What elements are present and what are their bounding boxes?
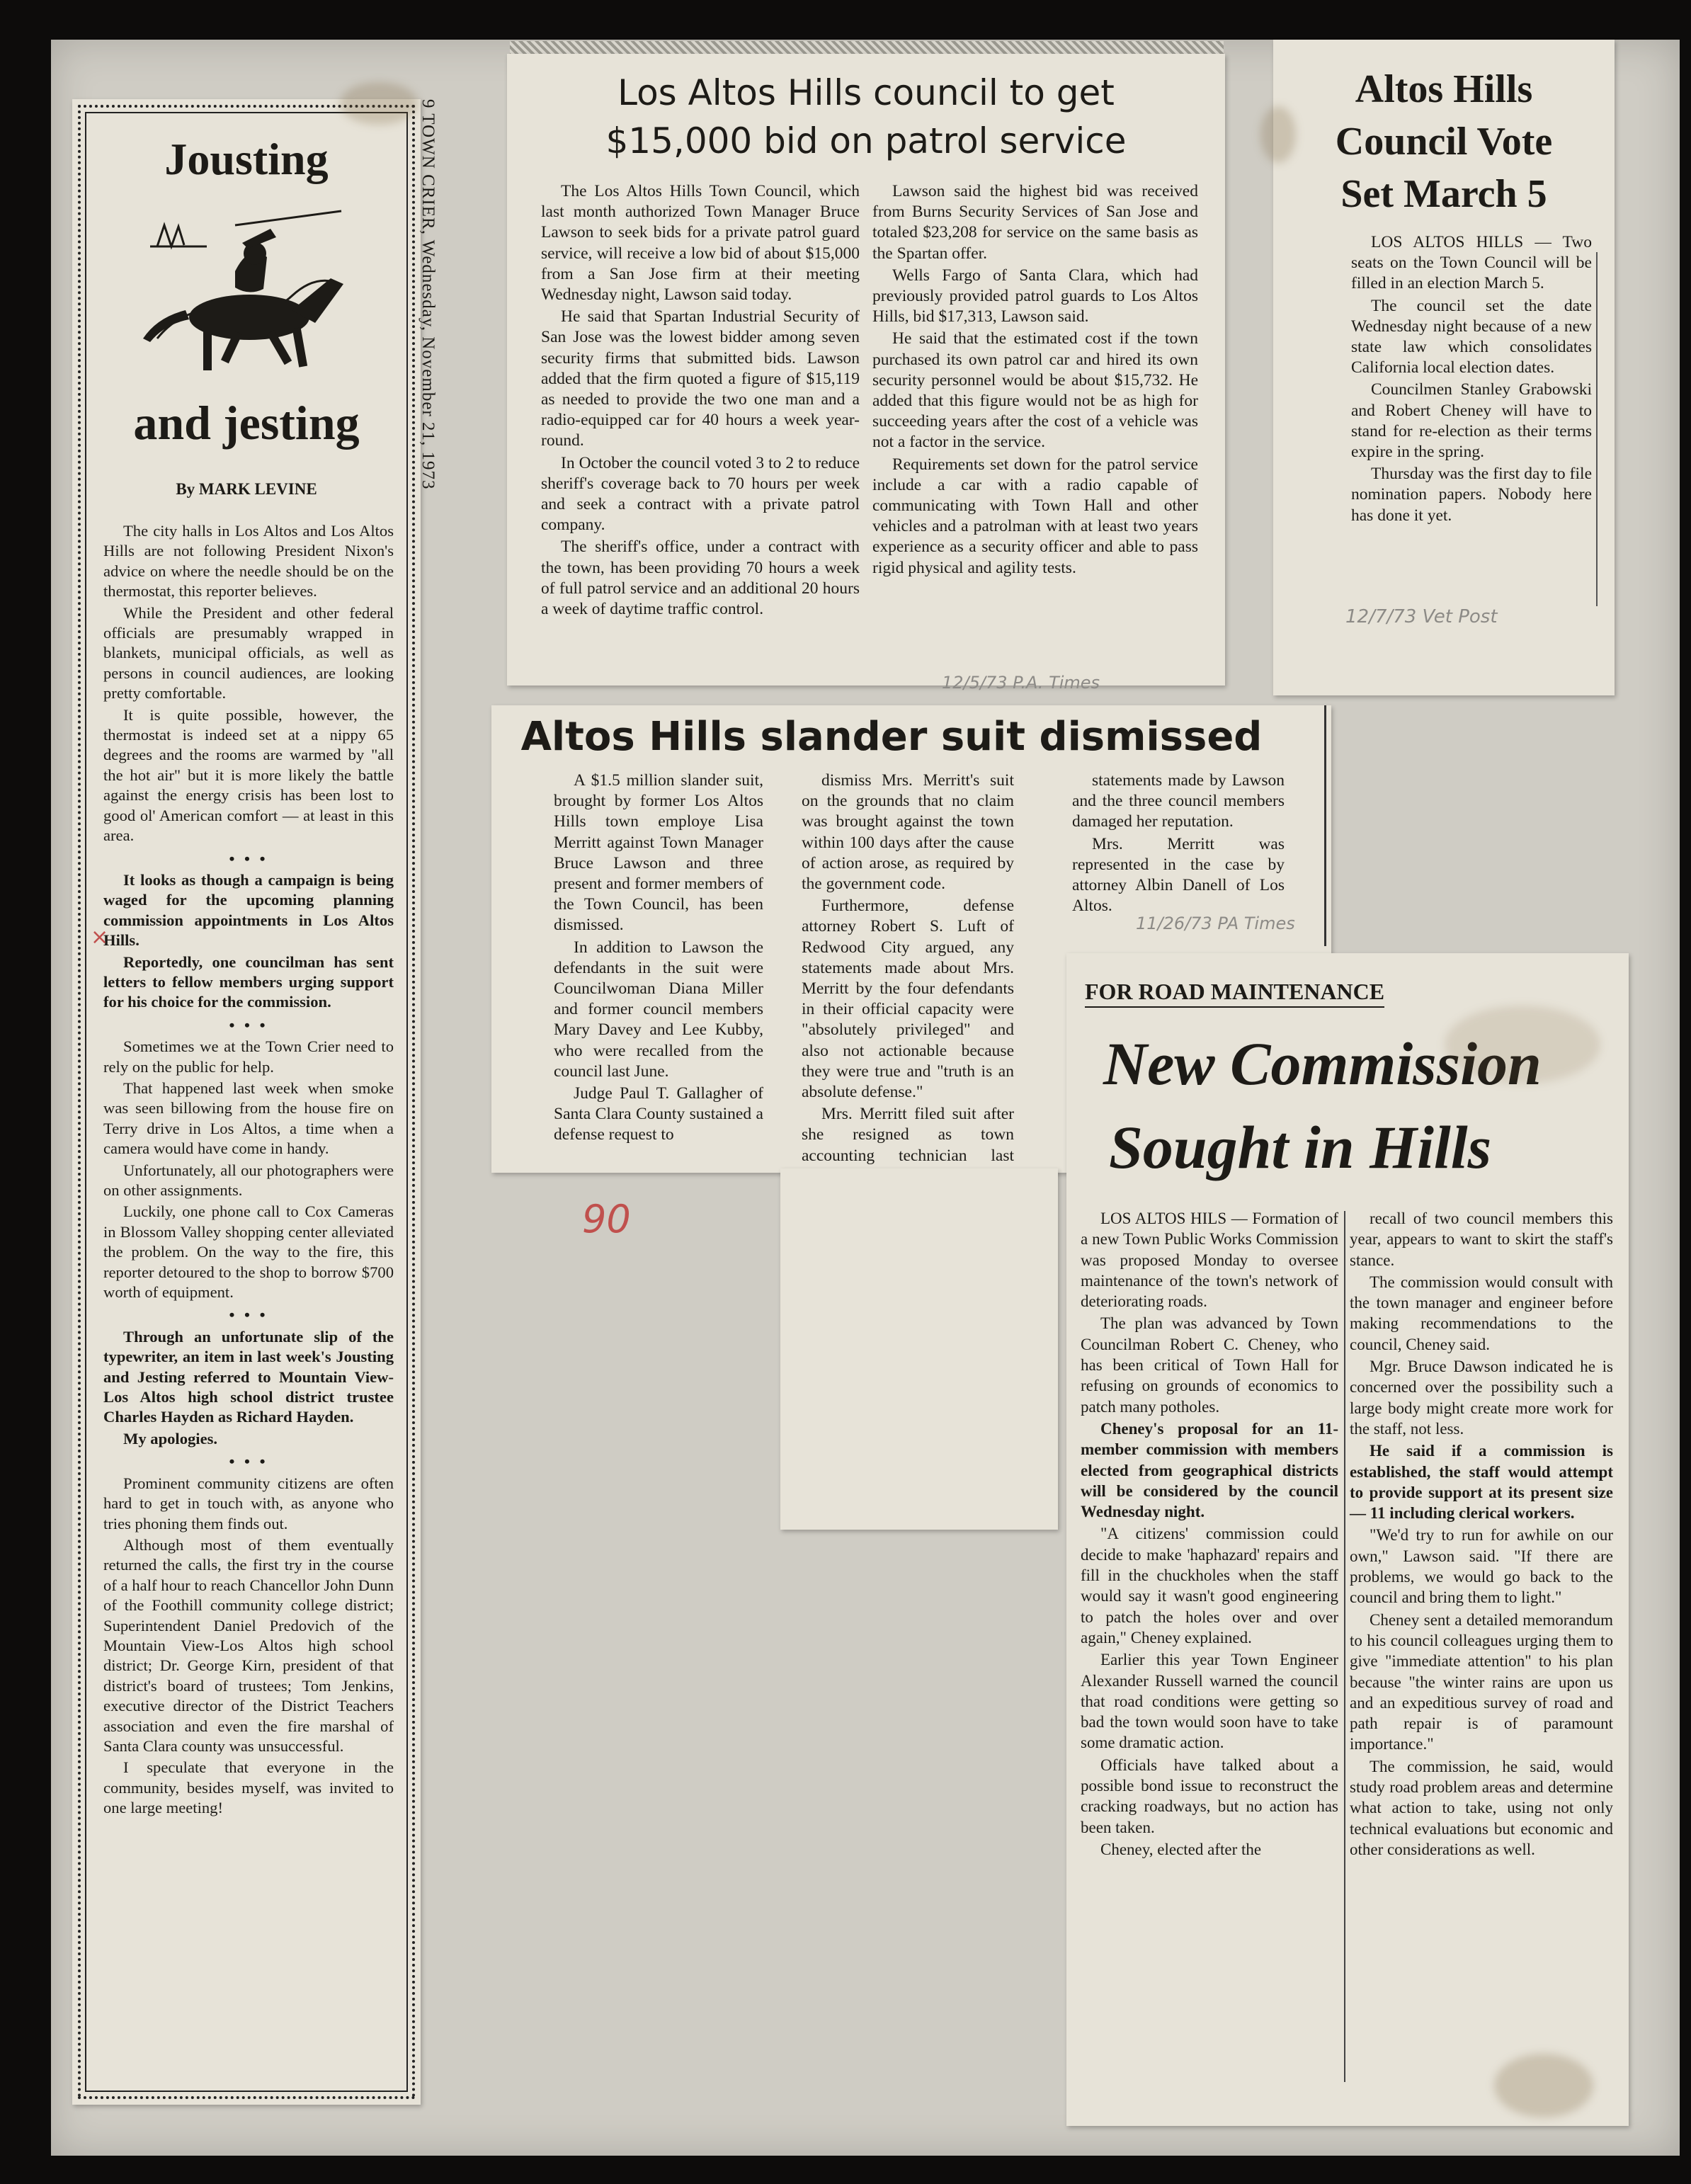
article-column-3 <box>1072 770 1285 918</box>
commission-clipping <box>1066 953 1629 2126</box>
paragraph: • • • <box>229 1016 268 1034</box>
paragraph: Luckily, one phone call to Cox Cameras in Blossom Valley shopping center alleviated the problem. On the way to the fire, this reporter detoured to the shop to borrow $700 worth of equipment. <box>103 1202 394 1302</box>
paragraph: I speculate that everyone in the community, besides myself, was invited to one large meeting! <box>103 1758 394 1817</box>
vote-clipping <box>1273 40 1615 695</box>
paragraph: LOS ALTOS HILLS — Two seats on the Town Council will be filled in an election March 5. <box>1351 233 1592 293</box>
patrol-clipping <box>507 54 1225 686</box>
paragraph: The commission would consult with the town manager and engineer before making recommendations to the council, Cheney said. <box>1350 1273 1613 1353</box>
headline-line1: Altos Hills <box>1355 67 1533 111</box>
column-body <box>103 521 394 1820</box>
paragraph: The city halls in Los Altos and Los Altos Hills are not following President Nixon's advice on where the needle should be on the thermostat, this reporter believes. <box>103 522 394 601</box>
paragraph: statements made by Lawson and the three council members damaged her reputation. <box>1072 771 1285 831</box>
paragraph: He said if a commission is established, the staff would attempt to provide support at its present size — 11 including clerical workers. <box>1350 1442 1613 1523</box>
paragraph: Mgr. Bruce Dawson indicated he is concerned over the possibility such a large body might create more work for the staff, not less. <box>1350 1358 1613 1438</box>
paragraph: Requirements set down for the patrol service include a car with a radio capable of communicating with Town Hall and other vehicles and a patrolman with at least two years experience as a security officer and able to pass rigid physical and agility tests. <box>872 455 1198 577</box>
article-body <box>1351 232 1592 528</box>
paragraph: Thursday was the first day to file nomination papers. Nobody here has done it yet. <box>1351 465 1592 525</box>
paragraph: He said that the estimated cost if the town purchased its own patrol car and hired its own security personnel would be about $15,732. He added that this figure would not be as high for succeeding years after the cost of a vehicle was not a factor in the service. <box>872 329 1198 452</box>
slander-continuation <box>780 1168 1058 1530</box>
paragraph: Mrs. Merritt was represented in the case by attorney Albin Danell of Los Altos. <box>1072 834 1285 916</box>
article-column-left <box>541 181 860 621</box>
paragraph: That happened last week when smoke was seen billowing from the house fire on Terry drive in Los Altos, a time when a camera would have come in handy. <box>103 1079 394 1158</box>
paragraph: dismiss Mrs. Merritt's suit on the grounds that no claim was brought against the town within 100 days after the cause of action arose, as required by the government code. <box>802 771 1014 894</box>
paragraph: The Los Altos Hills Town Council, which last month authorized Town Manager Bruce Lawson to seek bids for a private patrol guard service, will receive a low bid of about $15,000 from a San Jose firm at their meeting Wednesday night, Lawson said today. <box>541 182 860 305</box>
paragraph: • • • <box>229 849 268 868</box>
paragraph: While the President and other federal officials are presumably wrapped in blankets, municipal officials, as well as persons in council audiences, are looking pretty comfortable. <box>103 603 394 703</box>
headline-line2: $15,000 bid on patrol service <box>605 120 1127 161</box>
paragraph: Prominent community citizens are often hard to get in touch with, as anyone who tries phoning them finds out. <box>103 1474 394 1532</box>
paragraph: Unfortunately, all our photographers were on other assignments. <box>103 1161 394 1199</box>
jousting-clipping <box>72 99 421 2105</box>
column-rule <box>1344 1211 1345 2082</box>
paragraph: Through an unfortunate slip of the typewriter, an item in last week's Jousting and Jesting referred to Mountain View-Los Altos high school district trustee Charles Hayden as Richard Hayden. <box>103 1327 394 1426</box>
paragraph: It looks as though a campaign is being waged for the upcoming planning commission appointments in Los Altos Hills. <box>103 870 394 950</box>
article-column-1 <box>554 770 763 1147</box>
paragraph: Cheney, elected after the <box>1100 1840 1262 1858</box>
headline-line3: Set March 5 <box>1340 172 1547 216</box>
paragraph: Cheney's proposal for an 11-member commission with members elected from geographical districts will be considered by the council Wednesday night. <box>1081 1419 1338 1521</box>
stain <box>1260 106 1296 163</box>
paragraph: Officials have talked about a possible bond issue to reconstruct the cracking roadways, but no action has been taken. <box>1081 1756 1338 1836</box>
column-title-top: Jousting <box>164 134 329 184</box>
headline-line2: Council Vote <box>1335 120 1553 164</box>
paragraph: Cheney sent a detailed memorandum to his council colleagues urging them to give "immediate attention" to his plan because "the winter rains are upon us and an expeditious survey of road and path repair is of paramount importance." <box>1350 1610 1613 1753</box>
paragraph: Mrs. Merritt filed suit after she resigned as town accounting technician last <box>802 1105 1014 1165</box>
kicker: FOR ROAD MAINTENANCE <box>1085 979 1384 1008</box>
handwritten-date: 12/7/73 Vet Post <box>1345 606 1498 627</box>
paragraph: Earlier this year Town Engineer Alexander Russell warned the council that road conditions were getting so bad the town would soon have to take some dramatic action. <box>1081 1651 1338 1752</box>
handwritten-date: 12/5/73 P.A. Times <box>942 673 1100 693</box>
column-rule <box>1596 252 1598 606</box>
paragraph: In addition to Lawson the defendants in the suit were Councilwoman Diana Miller and former council members Mary Davey and Lee Kubby, who were recalled from the council last June. <box>554 938 763 1081</box>
red-x-mark: × <box>91 925 109 950</box>
paragraph: My apologies. <box>123 1429 218 1448</box>
stain <box>340 82 418 125</box>
handwritten-date: 11/26/73 PA Times <box>1136 914 1295 933</box>
paragraph: Councilmen Stanley Grabowski and Robert Cheney will have to stand for re-election as their terms expire in the spring. <box>1351 380 1592 462</box>
paragraph: It is quite possible, however, the thermostat is indeed set at a nippy 65 degrees and the rooms are warmed by "all the hot air" but it is more likely the battle against the energy crisis has been lost to good ol' American comfort — at least in this area. <box>103 705 394 845</box>
paragraph: • • • <box>229 1306 268 1324</box>
article-column-left <box>1081 1208 1338 1861</box>
paragraph: The commission, he said, would study road problem areas and determine what action to take, using not only technical evaluations but economic and other considerations as well. <box>1350 1757 1613 1858</box>
paragraph: A $1.5 million slander suit, brought by former Los Altos Hills town employe Lisa Merritt against Town Manager Bruce Lawson and three present and former members of the Town Council, has been dismissed. <box>554 771 763 935</box>
paragraph: Wells Fargo of Santa Clara, which had previously provided patrol guards to Los Altos Hills, bid $17,313, Lawson said. <box>872 266 1198 326</box>
page-number-mark: 90 <box>582 1197 631 1241</box>
headline-line2: Sought in Hills <box>1109 1113 1492 1181</box>
paragraph: Although most of them eventually returned the calls, the first try in the course of a half hour to reach Chancellor John Dunn of the Foothill community college district; Superintendent Daniel Predovich of the Mountain View-Los Altos high school district; Dr. George Kirn, president of that district's board of trustees; Tom Jenkins, executive director of the District Teachers association and even the fire marshal of Santa Clara county was unsuccessful. <box>103 1535 394 1755</box>
paragraph: Sometimes we at the Town Crier need to rely on the public for help. <box>103 1037 394 1076</box>
article-column-right <box>1350 1208 1613 1861</box>
article-column-right <box>872 181 1198 580</box>
headline-line1: Los Altos Hills council to get <box>617 72 1115 113</box>
stain <box>1445 1006 1600 1084</box>
column-rule <box>1324 705 1326 946</box>
headline: Altos Hills slander suit dismissed <box>520 714 1263 760</box>
paragraph: recall of two council members this year, appears to want to skirt the staff's stance. <box>1350 1210 1613 1269</box>
paragraph: • • • <box>229 1452 268 1471</box>
paragraph: "We'd try to run for awhile on our own," Lawson said. "If there are problems, we would go back to the council and bring them to light." <box>1350 1526 1613 1607</box>
paragraph: Furthermore, defense attorney Robert S. Luft of Redwood City argued, any statements made about Mrs. Merritt by the four defendants in their official capacity were "absolutely privileged" and also not actionable because they were true and "truth is an absolute defense." <box>802 897 1014 1102</box>
paragraph: The council set the date Wednesday night because of a new state law which consolidates California local election dates. <box>1351 296 1592 377</box>
paragraph: Judge Paul T. Gallagher of Santa Clara County sustained a defense request to <box>554 1084 763 1144</box>
paragraph: The plan was advanced by Town Councilman Robert C. Cheney, who has been critical of Town Hall for refusing on grounds of economics to patch many potholes. <box>1081 1314 1338 1416</box>
paragraph: He said that Spartan Industrial Security of San Jose was the lowest bidder among seven security firms that submitted bids. Lawson added that the firm quoted a figure of $15,119 as needed to provide the two one man and a radio-equipped car for 40 hours a week year-round. <box>541 307 860 450</box>
knight-on-horse-illustration <box>129 204 370 381</box>
byline: By MARK LEVINE <box>176 480 317 498</box>
paragraph: Lawson said the highest bid was received from Burns Security Services of San Jose and totaled $23,208 for service on the same basis as the Spartan offer. <box>872 182 1198 263</box>
side-caption: 9 TOWN CRIER, Wednesday, November 21, 1973 <box>419 99 438 490</box>
column-title-bottom: and jesting <box>133 396 360 450</box>
paragraph: In October the council voted 3 to 2 to reduce sheriff's coverage back to 70 hours per week and seek a contract with a private patrol company. <box>541 453 860 535</box>
headline-line1: New Commission <box>1103 1030 1542 1098</box>
paragraph: LOS ALTOS HILS — Formation of a new Town Public Works Commission was proposed Monday to oversee maintenance of the town's network of deteriorating roads. <box>1081 1210 1338 1311</box>
paragraph: Reportedly, one councilman has sent letters to fellow members urging support for his choice for the commission. <box>103 952 394 1011</box>
paragraph: The sheriff's office, under a contract with the town, has been providing 70 hours a week of full patrol service and an additional 20 hours a week of daytime traffic control. <box>541 538 860 619</box>
stain <box>1494 2054 1593 2117</box>
paragraph: "A citizens' commission could decide to make 'haphazard' repairs and fill in the chuckholes when the staff would say it wasn't good engineering to patch the holes over and over again," Cheney explained. <box>1081 1525 1338 1646</box>
